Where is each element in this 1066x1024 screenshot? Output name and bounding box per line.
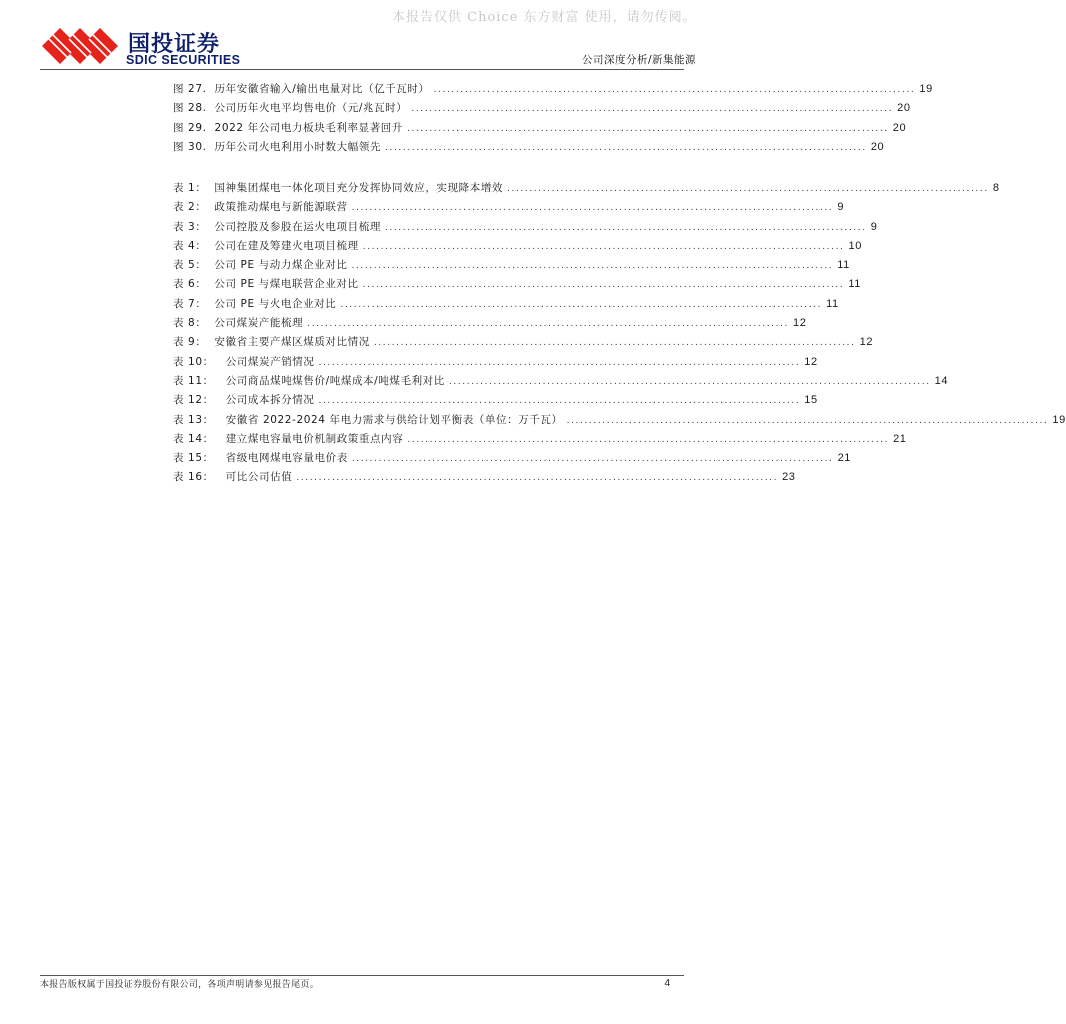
entry-page: 10 <box>848 239 862 252</box>
toc-entry-table[interactable] <box>173 450 852 469</box>
dot-leader: ............................................................................................................ <box>340 299 823 310</box>
entry-page: 12 <box>859 336 874 349</box>
toc-entry-table[interactable] <box>173 469 796 488</box>
entry-title: 2022 年公司电力板块毛利率显著回升 <box>214 121 404 134</box>
entry-page: 19 <box>1052 413 1066 426</box>
entry-label: 表 13： <box>173 413 214 426</box>
entry-label: 表 15： <box>173 452 214 465</box>
entry-title: 可比公司估值 <box>225 471 293 484</box>
entry-label: 图 29. <box>173 121 207 134</box>
toc-entry-table[interactable] <box>173 334 874 353</box>
entry-page: 21 <box>893 432 907 445</box>
dot-leader: ............................................................................................................ <box>407 123 889 134</box>
entry-page: 11 <box>848 278 861 291</box>
entry-label: 图 27. <box>173 83 207 95</box>
dot-leader: ............................................................................................................ <box>385 142 867 153</box>
dot-leader: ............................................................................................................ <box>362 241 845 252</box>
toc-entry-table[interactable] <box>173 373 949 392</box>
dot-leader: ............................................................................................................ <box>566 415 1049 426</box>
header-divider <box>40 69 684 70</box>
entry-title: 安徽省主要产煤区煤质对比情况 <box>214 336 370 349</box>
entry-page: 20 <box>897 102 911 115</box>
report-type: 公司深度分析/新集能源 <box>581 54 696 66</box>
entry-title: 公司 PE 与动力煤企业对比 <box>214 259 348 272</box>
entry-title: 省级电网煤电容量电价表 <box>225 452 348 465</box>
entry-page: 9 <box>870 220 878 233</box>
entry-title: 历年安徽省输入/输出电量对比（亿千瓦时） <box>214 83 430 95</box>
toc-entry-table[interactable] <box>173 412 1066 431</box>
toc-entry-table[interactable] <box>173 354 818 373</box>
brand-name-en: SDIC SECURITIES <box>126 53 241 67</box>
entry-title: 建立煤电容量电价机制政策重点内容 <box>225 432 404 445</box>
dot-leader: ............................................................................................................ <box>307 319 790 330</box>
brand-logo <box>40 26 250 70</box>
entry-page: 8 <box>992 182 1000 194</box>
dot-leader: ............................................................................................................ <box>351 203 834 214</box>
entry-title: 公司 PE 与煤电联营企业对比 <box>214 278 359 291</box>
entry-title: 公司在建及筹建火电项目梳理 <box>214 239 359 252</box>
watermark-text: 本报告仅供 Choice 东方财富 使用，请勿传阅。 <box>392 10 697 25</box>
page-number: 4 <box>664 978 670 989</box>
footer-divider <box>40 975 684 976</box>
dot-leader: ............................................................................................................ <box>296 473 779 484</box>
dot-leader: ............................................................................................................ <box>407 434 890 445</box>
entry-label: 表 5： <box>173 259 207 272</box>
toc-entry-figure[interactable] <box>173 100 911 119</box>
figure-index <box>173 81 933 158</box>
entry-page: 11 <box>837 259 850 272</box>
entry-page: 9 <box>837 201 845 214</box>
dot-leader: ............................................................................................................ <box>362 280 845 291</box>
copyright-notice: 本报告版权属于国投证券股份有限公司，各项声明请参见报告尾页。 <box>40 980 320 990</box>
toc-entry-table[interactable] <box>173 238 862 257</box>
entry-label: 表 2： <box>173 201 207 214</box>
brand-name-cn: 国投证券 <box>128 32 221 57</box>
toc-entry-figure[interactable] <box>173 81 933 100</box>
dot-leader: ............................................................................................................ <box>448 376 931 387</box>
entry-label: 图 28. <box>173 102 207 115</box>
dot-leader: ............................................................................................................ <box>351 454 834 465</box>
entry-label: 表 3： <box>173 220 207 233</box>
dot-leader: ............................................................................................................ <box>318 357 801 368</box>
entry-title: 公司商品煤吨煤售价/吨煤成本/吨煤毛利对比 <box>225 374 445 387</box>
entry-label: 表 10： <box>173 355 214 368</box>
entry-title: 国神集团煤电一体化项目充分发挥协同效应，实现降本增效 <box>214 182 504 194</box>
entry-page: 11 <box>826 297 839 310</box>
toc-entry-table[interactable] <box>173 392 818 411</box>
entry-page: 19 <box>919 83 933 95</box>
toc-entry-table[interactable] <box>173 257 850 276</box>
entry-page: 15 <box>804 394 818 407</box>
entry-title: 政策推动煤电与新能源联营 <box>214 201 348 214</box>
entry-title: 公司历年火电平均售电价（元/兆瓦时） <box>214 102 408 115</box>
dot-leader: ............................................................................................................ <box>384 222 867 233</box>
entry-label: 表 4： <box>173 239 207 252</box>
entry-label: 表 16： <box>173 471 214 484</box>
toc-entry-table[interactable] <box>173 219 878 238</box>
entry-label: 表 7： <box>173 297 207 310</box>
entry-label: 表 8： <box>173 317 207 330</box>
toc-entry-figure[interactable] <box>173 120 907 139</box>
entry-label: 图 30. <box>173 140 207 153</box>
entry-title: 公司控股及参股在运火电项目梳理 <box>214 220 381 233</box>
toc-entry-table[interactable] <box>173 199 845 218</box>
entry-label: 表 9： <box>173 336 207 349</box>
dot-leader: ............................................................................................................ <box>373 338 856 349</box>
entry-page: 23 <box>782 471 796 484</box>
entry-title: 公司煤炭产能梳理 <box>214 317 304 330</box>
entry-title: 历年公司火电利用小时数大幅领先 <box>214 140 382 153</box>
dot-leader: ............................................................................................................ <box>411 104 894 115</box>
entry-title: 安徽省 2022-2024 年电力需求与供给计划平衡表（单位：万千瓦） <box>225 413 563 426</box>
entry-page: 20 <box>870 140 885 153</box>
toc-entry-figure[interactable] <box>173 139 885 158</box>
entry-label: 表 12： <box>173 394 214 407</box>
toc-entry-table[interactable] <box>173 296 839 315</box>
entry-page: 12 <box>804 355 818 368</box>
entry-label: 表 1： <box>173 182 207 194</box>
dot-leader: ............................................................................................................ <box>433 85 916 95</box>
entry-label: 表 11： <box>173 374 214 387</box>
entry-page: 21 <box>837 452 852 465</box>
dot-leader: ............................................................................................................ <box>507 184 989 194</box>
entry-page: 12 <box>793 317 807 330</box>
toc-entry-table[interactable] <box>173 180 1000 199</box>
entry-label: 表 14： <box>173 432 214 445</box>
toc-entry-table[interactable] <box>173 276 861 295</box>
entry-title: 公司煤炭产销情况 <box>225 355 315 368</box>
entry-title: 公司 PE 与火电企业对比 <box>214 297 337 310</box>
entry-page: 20 <box>892 121 907 134</box>
toc-entry-table[interactable] <box>173 315 807 334</box>
sdic-logo-icon <box>40 26 122 66</box>
table-index <box>173 180 1066 489</box>
entry-title: 公司成本拆分情况 <box>225 394 315 407</box>
dot-leader: ............................................................................................................ <box>318 396 801 407</box>
toc-entry-table[interactable] <box>173 431 907 450</box>
entry-page: 14 <box>934 374 949 387</box>
entry-label: 表 6： <box>173 278 207 291</box>
dot-leader: ............................................................................................................ <box>351 261 834 272</box>
